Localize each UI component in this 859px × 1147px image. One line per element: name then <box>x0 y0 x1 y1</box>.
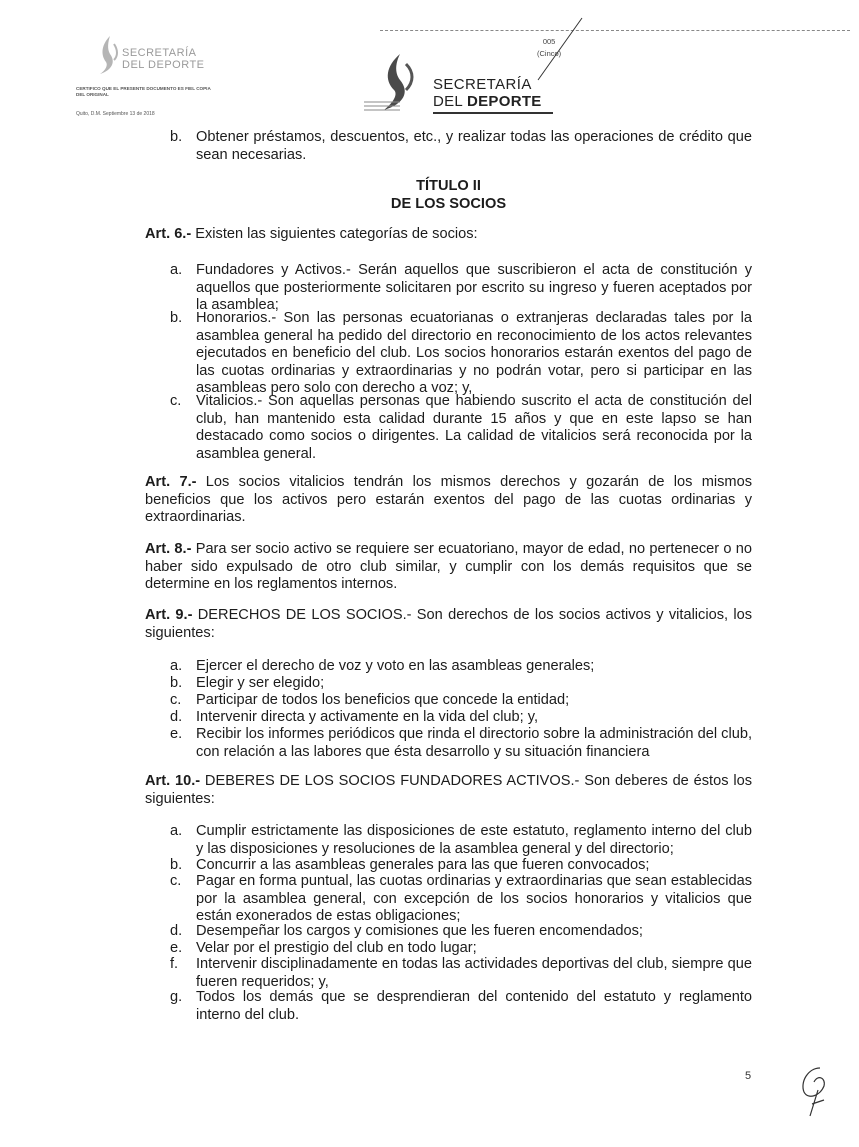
article-8 <box>145 541 752 594</box>
list-text: Todos los demás que se desprendieran del contenido del estatuto y reglamento interno del club. <box>196 989 752 1023</box>
list-marker: e. <box>170 940 183 956</box>
list-text: Pagar en forma puntual, las cuotas ordinarias y extraordinarias que sean establecidas por la asamblea general, con excepción de los socios honorarios y vitalicios que están exonerados de estas obligaciones; <box>196 873 752 924</box>
list-text: Concurrir a las asambleas generales para las que fueren convocados; <box>196 857 650 873</box>
stamp-title <box>122 47 205 71</box>
logo-line2-bold: DEPORTE <box>467 93 542 110</box>
title-line1: TÍTULO II <box>416 178 481 194</box>
secretaria-deporte-logo-icon <box>360 52 430 116</box>
list-marker: d. <box>170 709 183 725</box>
folio-number: 005 <box>542 37 556 46</box>
page-number: 5 <box>745 1070 752 1082</box>
list-text: Desempeñar los cargos y comisiones que les fueren encomendados; <box>196 923 643 939</box>
signature-initials-icon <box>790 1060 840 1120</box>
stamp-certification: CERTIFICO QUE EL PRESENTE DOCUMENTO ES FIEL COPIA DEL ORIGINAL <box>76 86 211 97</box>
header-rule <box>380 30 850 31</box>
list-text: Participar de todos los beneficios que concede la entidad; <box>196 692 570 708</box>
article-9 <box>145 607 752 642</box>
article-label: Art. 10.- <box>145 773 201 789</box>
list-text: Cumplir estrictamente las disposiciones de este estatuto, reglamento interno del club y las disposiciones y resoluciones de la asamblea general y del directorio; <box>196 823 752 857</box>
list-text: Honorarios.- Son las personas ecuatorianas o extranjeras declaradas tales por la asamblea general ha pedido del directorio en reconocimiento de los actos relevantes ejecutados en beneficio del club. Los socios honorarios estarán exentos del pago de las cuotas ordinarias y extraordinarias y no podrán votar, pero si participar en las asambleas pero solo con derecho a voz; y, <box>196 310 752 396</box>
list-marker: b. <box>170 675 183 691</box>
article-label: Art. 6.- <box>145 226 192 242</box>
article-7 <box>145 474 752 527</box>
article-10 <box>145 773 752 808</box>
article-text: Para ser socio activo se requiere ser ecuatoriano, mayor de edad, no pertenecer o no haber sido expulsado de otro club similar, y cumplir con los demás requisitos que se determine en los reglamentos internos. <box>145 541 752 592</box>
list-marker: c. <box>170 692 182 708</box>
logo-underline <box>433 112 553 114</box>
list-marker: f. <box>170 956 179 972</box>
stamp-date: Quito, D.M. Septiembre 13 de 2018 <box>76 111 155 117</box>
main-logo-title <box>433 76 553 114</box>
list-text: Recibir los informes periódicos que rinda el directorio sobre la administración del club, con relación a las labores que ésta desarrollo y su situación financiera <box>196 726 752 760</box>
title-line2: DE LOS SOCIOS <box>390 195 507 212</box>
folio-stamp <box>537 36 561 60</box>
article-label: Art. 9.- <box>145 607 193 623</box>
list-marker: a. <box>170 823 183 839</box>
list-marker: b. <box>170 310 183 326</box>
logo-line1: SECRETARÍA <box>433 76 532 93</box>
list-marker: a. <box>170 262 183 278</box>
list-marker: b. <box>170 857 183 873</box>
article-label: Art. 7.- <box>145 474 197 490</box>
article-text: DERECHOS DE LOS SOCIOS.- Son derechos de los socios activos y vitalicios, los siguientes: <box>145 607 753 641</box>
list-text: Intervenir disciplinadamente en todas las actividades deportivas del club, siempre que fueren requeridos; y, <box>196 956 752 990</box>
list-text: Vitalicios.- Son aquellas personas que habiendo suscrito el acta de constitución del club, han mantenido esta calidad durante 15 años y que en este lapso se han destacado como socios o dirigentes. La calidad de vitalicios será reconocida por la asamblea general. <box>196 393 752 462</box>
list-text: Velar por el prestigio del club en todo lugar; <box>196 940 477 956</box>
folio-words: (Cinco) <box>537 49 562 58</box>
list-marker: c. <box>170 393 182 409</box>
stamp-title-line1: SECRETARÍA <box>122 47 197 59</box>
list-item <box>170 129 752 165</box>
article-text: Los socios vitalicios tendrán los mismos derechos y gozarán de los mismos beneficios que los activos pero estarán exentos del pago de las cuotas ordinarias y extraordinarias. <box>145 474 752 525</box>
list-marker: a. <box>170 658 183 674</box>
article-text: DEBERES DE LOS SOCIOS FUNDADORES ACTIVOS.- Son deberes de éstos los siguientes: <box>145 773 752 807</box>
list-marker: c. <box>170 873 182 889</box>
article-6 <box>145 226 752 244</box>
list-text: Fundadores y Activos.- Serán aquellos que suscribieron el acta de constitución y aquellos que posteriormente solicitaren por escrito su ingreso y fueren aceptados por la asamblea; <box>196 262 752 313</box>
list-text: Elegir y ser elegido; <box>196 675 325 691</box>
article-text: Existen las siguientes categorías de socios: <box>191 226 478 242</box>
title-heading <box>145 178 752 213</box>
list-text: Obtener préstamos, descuentos, etc., y realizar todas las operaciones de crédito que sean necesarias. <box>196 129 752 163</box>
list-text: Ejercer el derecho de voz y voto en las asambleas generales; <box>196 658 595 674</box>
stamp-title-line2: DEL DEPORTE <box>122 59 205 71</box>
list-marker: b. <box>170 129 183 145</box>
article-label: Art. 8.- <box>145 541 192 557</box>
logo-line2-prefix: DEL <box>433 93 467 110</box>
list-marker: d. <box>170 923 183 939</box>
logo-line2 <box>433 93 553 110</box>
list-marker: g. <box>170 989 183 1005</box>
list-text: Intervenir directa y activamente en la vida del club; y, <box>196 709 539 725</box>
list-marker: e. <box>170 726 183 742</box>
